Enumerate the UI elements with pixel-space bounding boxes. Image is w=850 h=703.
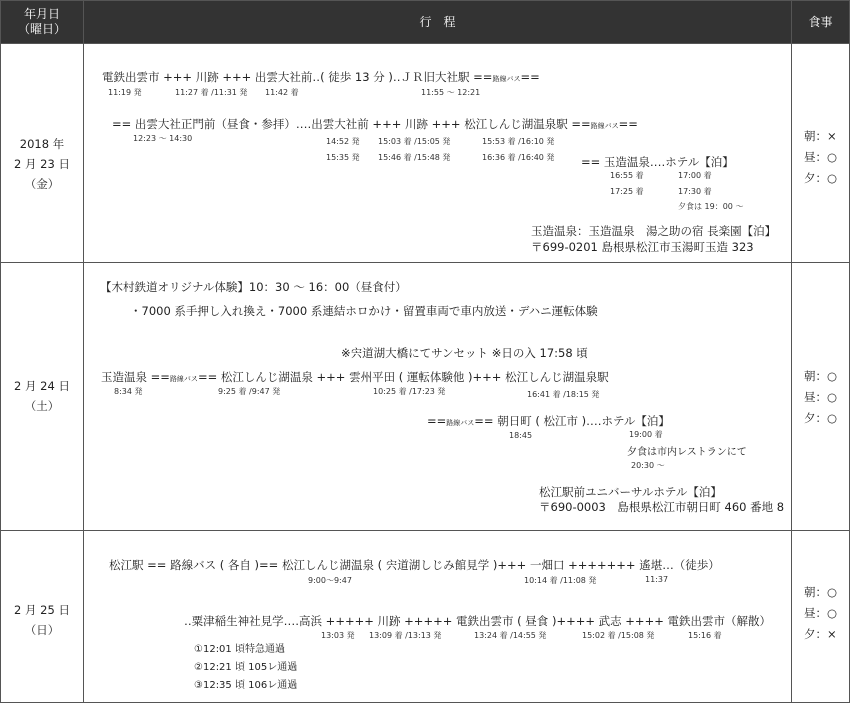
time: 20:30 〜 (631, 461, 665, 470)
time: 11:27 着 /11:31 発 (175, 88, 248, 97)
day1-route-3: == 玉造温泉‥‥ホテル【泊】 (581, 155, 734, 169)
time: 15:16 着 (688, 631, 722, 640)
day1-meals: 朝：× 昼：○ 夕：○ (804, 129, 838, 185)
day1-route-1: 電鉄出雲市 +++ 川跡 +++ 出雲大社前‥( 徒歩 13 分 )‥ＪＲ旧大社駅 ==路線バス== (102, 70, 540, 84)
time: 17:30 着 (678, 187, 712, 196)
time: 15:02 着 /15:08 発 (582, 631, 655, 640)
day2-experience-title: 【木村鉄道オリジナル体験】10：30 〜 16：00（昼食付） (100, 280, 407, 294)
row-divider (0, 43, 850, 44)
time: 19:00 着 (629, 430, 663, 439)
day1-hotel-name: 玉造温泉：玉造温泉 湯之助の宿 長楽園【泊】 (531, 224, 777, 238)
time: 13:24 着 /14:55 発 (474, 631, 547, 640)
time: 15:46 着 /15:48 発 (378, 153, 451, 162)
time: 14:52 発 (326, 137, 360, 146)
column-divider (791, 0, 792, 703)
time: 16:55 着 (610, 171, 644, 180)
day3-train-notes: ①12:01 頃特急通過 ②12:21 頃 105レ通過 ③12:35 頃 106レ通過 (194, 644, 298, 691)
time: 17:25 着 (610, 187, 644, 196)
day2-route-2: ==路線バス== 朝日町 ( 松江市 )‥‥ホテル【泊】 (427, 414, 670, 428)
time: 15:03 着 /15:05 発 (378, 137, 451, 146)
time: 12:23 〜 14:30 (133, 134, 193, 143)
dinner-note: 夕食は市内レストランにて (627, 447, 747, 458)
header-meals: 食事 (792, 1, 849, 43)
row-divider (0, 530, 850, 531)
time: 15:53 着 /16:10 発 (482, 137, 555, 146)
dinner-note: 夕食は 19：00 〜 (678, 202, 744, 211)
day2-date: 2 月 24 日 （土） (14, 379, 70, 413)
time: 11:55 〜 12:21 (421, 88, 481, 97)
time: 11:19 発 (108, 88, 142, 97)
time: 13:03 発 (321, 631, 355, 640)
header-date (1, 1, 83, 43)
day1-route-2: == 出雲大社正門前（昼食・参拝）‥‥出雲大社前 +++ 川跡 +++ 松江しんじ湖温泉駅 ==路線バス== (112, 117, 638, 131)
day3-meals: 朝：○ 昼：○ 夕：× (804, 585, 838, 641)
time: 16:36 着 /16:40 発 (482, 153, 555, 162)
header-date-line2: （曜日） (17, 22, 66, 36)
row-divider (0, 262, 850, 263)
day2-experience-detail: ・7000 系手押し入れ換え・7000 系連結ホロかけ・留置車両で車内放送・デハニ運転体験 (130, 304, 598, 318)
time: 10:14 着 /11:08 発 (524, 576, 597, 585)
day2-route-1: 玉造温泉 ==路線バス== 松江しんじ湖温泉 +++ 雲州平田 ( 運転体験他 )+++ 松江しんじ湖温泉駅 (101, 370, 609, 384)
time: 11:42 着 (265, 88, 299, 97)
time: 8:34 発 (114, 387, 143, 396)
time: 9:00〜9:47 (308, 576, 352, 585)
time: 11:37 (645, 575, 669, 584)
day3-route-2: ‥粟津稲生神社見学‥‥高浜 +++++ 川跡 +++++ 電鉄出雲市 ( 昼食 )++++ 武志 ++++ 電鉄出雲市（解散） (184, 614, 771, 628)
time: 17:00 着 (678, 171, 712, 180)
day2-sunset-note: ※宍道湖大橋にてサンセット ※日の入 17:58 頃 (341, 346, 588, 360)
time: 15:35 発 (326, 153, 360, 162)
time: 9:25 着 /9:47 発 (218, 387, 281, 396)
day2-hotel-name: 松江駅前ユニバーサルホテル【泊】 (539, 485, 722, 499)
day2-meals: 朝：○ 昼：○ 夕：○ (804, 369, 838, 425)
time: 18:45 (509, 431, 533, 440)
day1-date: 2018 年 2 月 23 日 （金） (14, 137, 70, 191)
time: 13:09 着 /13:13 発 (369, 631, 442, 640)
day3-date: 2 月 25 日 （日） (14, 603, 70, 637)
time: 16:41 着 /18:15 発 (527, 390, 600, 399)
day1-hotel-address: 〒699-0201 島根県松江市玉湯町玉造 323 (531, 240, 754, 254)
column-divider (83, 0, 84, 703)
header-date-line1: 年月日 (23, 7, 60, 21)
day2-hotel-address: 〒690-0003 島根県松江市朝日町 460 番地 8 (539, 500, 785, 514)
time: 10:25 着 /17:23 発 (373, 387, 446, 396)
header-itinerary: 行 程 (84, 1, 791, 43)
day3-route-1: 松江駅 == 路線バス ( 各自 )== 松江しんじ湖温泉 ( 宍道湖しじみ館見学 )+++ 一畑口 +++++++ 遙堪…（徒歩） (109, 558, 720, 572)
